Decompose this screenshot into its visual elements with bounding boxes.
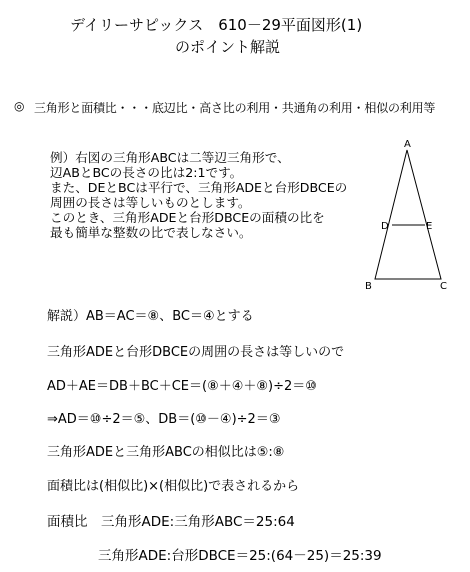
example-line: このとき、三角形ADEと台形DBCEの面積の比を [50, 210, 325, 225]
example-line: 例）右図の三角形ABCは二等辺三角形で、 [50, 150, 290, 165]
document-title-line2: のポイント解説 [175, 38, 281, 56]
topic-bullet-icon: ◎ [14, 99, 25, 113]
example-line: 最も簡単な整数の比で表しなさい。 [50, 225, 252, 240]
triangle-abc [375, 150, 441, 279]
label-b: B [365, 281, 372, 292]
label-e: E [426, 221, 433, 232]
label-a: A [404, 139, 411, 150]
topic-heading: 三角形と面積比・・・底辺比・高さ比の利用・共通角の利用・相似の利用等 [34, 101, 436, 115]
solution-line: 三角形ADEと三角形ABCの相似比は⑤:⑧ [47, 445, 285, 460]
solution-line: 三角形ADEと台形DBCEの周囲の長さは等しいので [47, 345, 345, 360]
document-title-line1: デイリーサピックス 610－29平面図形(1) [70, 16, 363, 34]
solution-line: 面積比 三角形ADE:三角形ABC＝25:64 [47, 514, 295, 530]
example-line: 辺ABとBCの長さの比は2:1です。 [50, 165, 243, 180]
solution-line: 解説）AB＝AC＝⑧、BC＝④とする [47, 309, 254, 324]
solution-line: 三角形ADE:台形DBCE＝25:(64－25)＝25:39 [98, 548, 382, 564]
example-line: また、DEとBCは平行で、三角形ADEと台形DBCEの [50, 180, 348, 195]
solution-line: 面積比は(相似比)×(相似比)で表されるから [47, 479, 300, 494]
example-line: 周囲の長さは等しいものとします。 [50, 195, 251, 210]
solution-line: AD＋AE＝DB＋BC＋CE＝(⑧＋④＋⑧)÷2＝⑩ [47, 379, 317, 394]
label-c: C [440, 281, 447, 292]
label-d: D [381, 221, 389, 232]
solution-line: ⇒AD＝⑩÷2＝⑤、DB＝(⑩－④)÷2＝③ [47, 412, 281, 427]
triangle-figure [360, 138, 460, 294]
example-problem [50, 150, 347, 240]
